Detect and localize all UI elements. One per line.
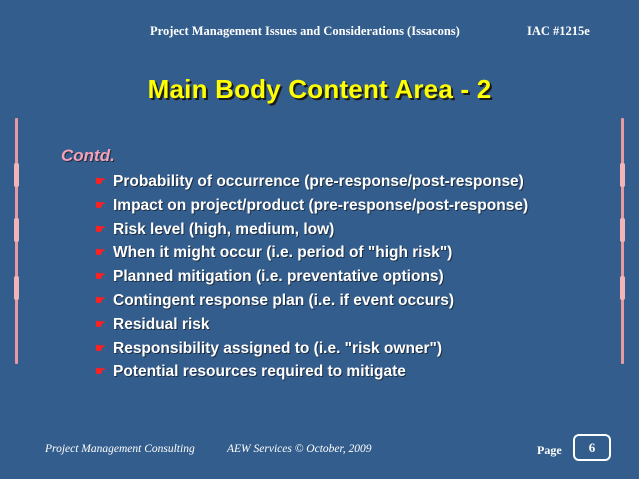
right-decor-bar bbox=[621, 118, 624, 364]
footer bbox=[0, 441, 639, 461]
left-decor-segment bbox=[14, 163, 19, 187]
bullet-text: Planned mitigation (i.e. preventative options) bbox=[113, 268, 444, 286]
list-item bbox=[95, 195, 528, 219]
pointing-hand-icon: ☛ bbox=[95, 292, 106, 307]
main-title: Main Body Content Area - 2 bbox=[147, 74, 492, 104]
pointing-hand-icon: ☛ bbox=[95, 197, 106, 212]
list-item bbox=[95, 338, 528, 362]
right-decor-segment bbox=[620, 218, 625, 242]
left-decor-segment bbox=[14, 218, 19, 242]
bullet-text: Responsibility assigned to (i.e. "risk owner") bbox=[113, 339, 443, 357]
header bbox=[0, 24, 639, 42]
list-item bbox=[95, 266, 528, 290]
pointing-hand-icon: ☛ bbox=[95, 316, 106, 331]
bullet-text: Contingent response plan (i.e. if event occurs) bbox=[113, 291, 455, 309]
pointing-hand-icon: ☛ bbox=[95, 364, 106, 379]
header-title: Project Management Issues and Considerations (Issacons) bbox=[150, 24, 460, 38]
pointing-hand-icon: ☛ bbox=[95, 221, 106, 236]
bullet-text: Impact on project/product (pre-response/post-response) bbox=[113, 196, 529, 214]
bullet-list bbox=[95, 171, 528, 385]
pointing-hand-icon: ☛ bbox=[95, 269, 106, 284]
list-item bbox=[95, 219, 528, 243]
pointing-hand-icon: ☛ bbox=[95, 340, 106, 355]
page-number-box: 6 bbox=[573, 434, 611, 461]
pointing-hand-icon: ☛ bbox=[95, 245, 106, 260]
right-decor-segment bbox=[620, 163, 625, 187]
left-decor-bar bbox=[15, 118, 18, 364]
list-item bbox=[95, 171, 528, 195]
footer-company: Project Management Consulting bbox=[45, 443, 195, 455]
page-label: Page bbox=[537, 443, 562, 457]
left-decor-segment bbox=[14, 276, 19, 300]
bullet-text: Probability of occurrence (pre-response/post-response) bbox=[113, 173, 524, 190]
bullet-text: When it might occur (i.e. period of "high risk") bbox=[113, 244, 453, 262]
pointing-hand-icon: ☛ bbox=[95, 174, 106, 188]
right-decor-segment bbox=[620, 276, 625, 300]
list-item bbox=[95, 242, 528, 266]
list-item bbox=[95, 361, 528, 385]
list-item bbox=[95, 290, 528, 314]
footer-copyright: AEW Services © October, 2009 bbox=[227, 443, 372, 455]
header-code: IAC #1215e bbox=[527, 24, 590, 38]
bullet-text: Potential resources required to mitigate bbox=[113, 363, 406, 381]
bullet-text: Residual risk bbox=[113, 315, 210, 333]
subhead: Contd. bbox=[61, 146, 115, 165]
list-item bbox=[95, 314, 528, 338]
bullet-text: Risk level (high, medium, low) bbox=[113, 220, 335, 238]
